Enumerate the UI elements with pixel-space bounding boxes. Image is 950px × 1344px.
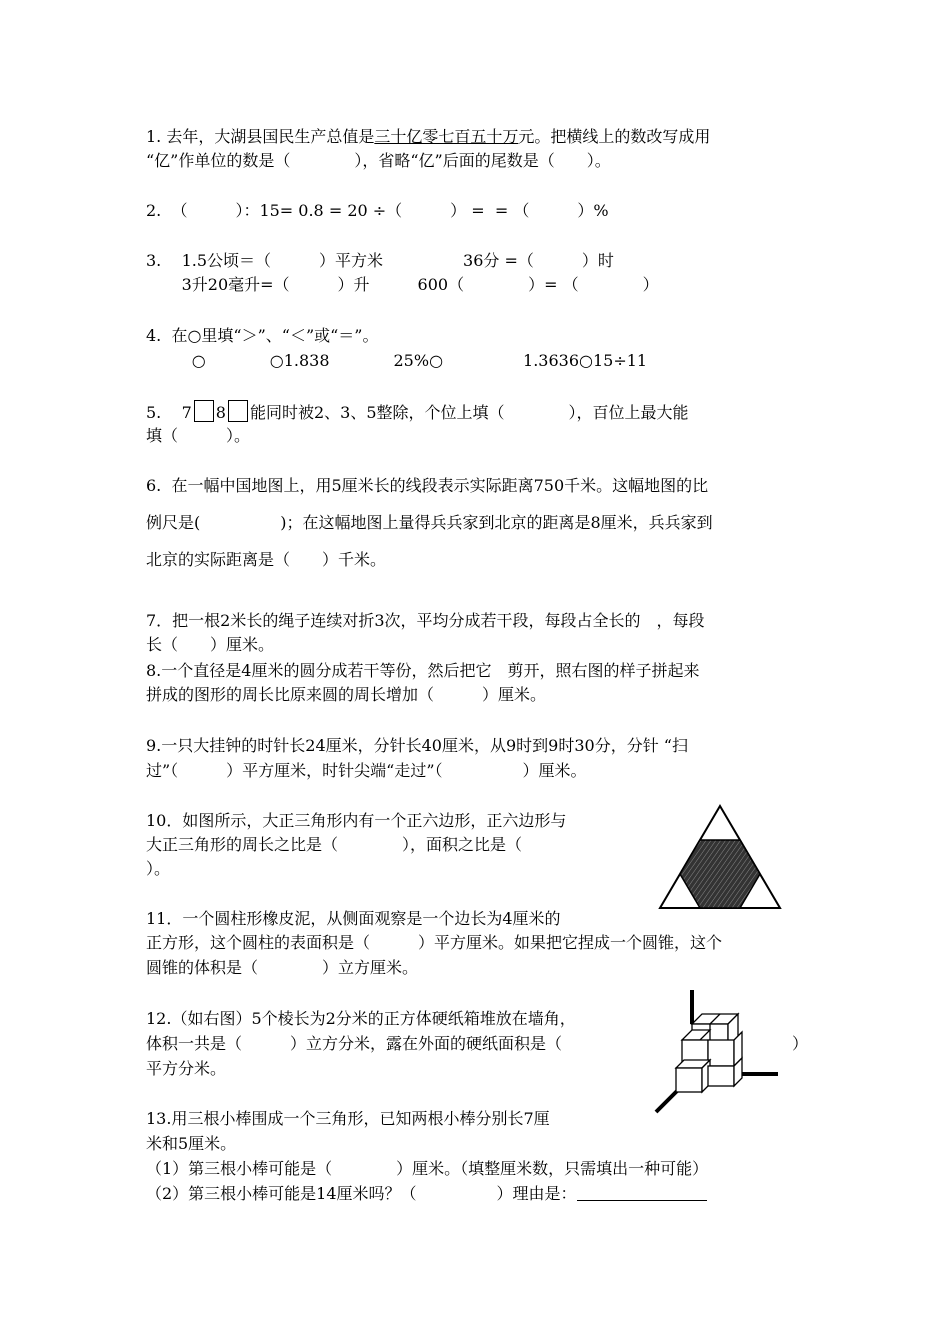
- question-1-line-2: “亿”作单位的数是（ ），省略“亿”后面的尾数是（ ）。: [146, 151, 611, 170]
- question-2: 2. （ ）：15= 0.8 = 20 ÷（ ） = = （ ）%: [146, 201, 609, 220]
- question-4-line-2: ○ ○1.838 25%○ 1.3636○15÷11: [146, 351, 648, 370]
- q13-text: （2）第三根小棒可能是14厘米吗？（ ）理由是：: [146, 1184, 577, 1203]
- question-4-line-1: 4. 在○里填“＞”、“＜”或“＝”。: [146, 326, 379, 345]
- question-11-line-3: 圆锥的体积是（ ）立方厘米。: [146, 958, 419, 977]
- question-10-line-1: 10．如图所示，大正三角形内有一个正六边形，正六边形与: [146, 811, 567, 830]
- q1-text-a: 1. 去年，大湖县国民生产总值是: [146, 127, 375, 146]
- q5-digit-8: 8: [215, 403, 226, 422]
- question-6-line-2: 例尺是( )；在这幅地图上量得兵兵家到北京的距离是8厘米，兵兵家到: [146, 513, 713, 532]
- question-6-line-3: 北京的实际距离是（ ）千米。: [146, 550, 387, 569]
- question-11-line-1: 11．一个圆柱形橡皮泥，从侧面观察是一个边长为4厘米的: [146, 909, 561, 928]
- question-1-line-1: [146, 126, 710, 148]
- question-6-line-1: 6. 在一幅中国地图上，用5厘米长的线段表示实际距离750千米。这幅地图的比: [146, 476, 709, 495]
- q1-underlined-number: 三十亿零七百五十万: [374, 127, 519, 146]
- question-10-line-3: ）。: [146, 859, 171, 878]
- q1-text-b: 元。把横线上的数改写成用: [518, 127, 711, 146]
- question-13-line-4: [146, 1183, 707, 1205]
- question-12-line-1: 12.（如右图）5个棱长为2分米的正方体硬纸箱堆放在墙角，: [146, 1009, 576, 1028]
- question-10-line-2: 大正三角形的周长之比是（ ），面积之比是（: [146, 835, 523, 854]
- question-8-line-2: 拼成的图形的周长比原来圆的周长增加（ ）厘米。: [146, 685, 547, 704]
- answer-underline[interactable]: [577, 1184, 707, 1201]
- question-5-line-1: [146, 400, 689, 424]
- question-12-line-3: 平方分米。: [146, 1059, 227, 1078]
- question-13-line-2: 米和5厘米。: [146, 1134, 237, 1153]
- question-7-line-2: 长（ ）厘米。: [146, 635, 275, 654]
- question-13-line-1: 13.用三根小棒围成一个三角形，已知两根小棒分别长7厘: [146, 1109, 550, 1128]
- question-12-line-2-end: ）: [792, 1034, 809, 1053]
- question-11-line-2: 正方形，这个圆柱的表面积是（ ）平方厘米。如果把它捏成一个圆锥，这个: [146, 933, 723, 952]
- q12-text-a: 体积一共是（ ）立方分米，露在外面的硬纸面积是（: [146, 1034, 563, 1053]
- question-3-line-1: 3. 1.5公顷＝（ ）平方米 36分 =（ ）时: [146, 251, 614, 270]
- cube-stack-figure: [652, 988, 782, 1114]
- question-7-line-1: 7．把一根2米长的绳子连续对折3次，平均分成若干段，每段占全长的 ，每段: [146, 611, 705, 630]
- question-13-line-3: （1）第三根小棒可能是（ ）厘米。（填整厘米数，只需填出一种可能）: [146, 1159, 709, 1178]
- question-5-line-2: 填（ ）。: [146, 426, 251, 445]
- question-9-line-1: 9.一只大挂钟的时针长24厘米，分针长40厘米，从9时到9时30分，分针 “扫: [146, 736, 688, 755]
- question-8-line-1: 8.一个直径是4厘米的圆分成若干等份，然后把它 剪开，照右图的样子拼起来: [146, 661, 700, 680]
- question-12-line-2: [146, 1033, 562, 1055]
- blank-box[interactable]: [228, 400, 248, 422]
- blank-box[interactable]: [194, 400, 214, 422]
- question-9-line-2: 过”（ ）平方厘米，时针尖端“走过”（ ）厘米。: [146, 761, 587, 780]
- question-3-line-2: 3升20毫升=（ ）升 600（ ）= （ ）: [146, 275, 659, 294]
- q5-digit-7: 5. 7: [146, 403, 192, 422]
- q5-text: 能同时被2、3、5整除，个位上填（ ），百位上最大能: [249, 403, 689, 422]
- triangle-hexagon-figure: [658, 804, 782, 910]
